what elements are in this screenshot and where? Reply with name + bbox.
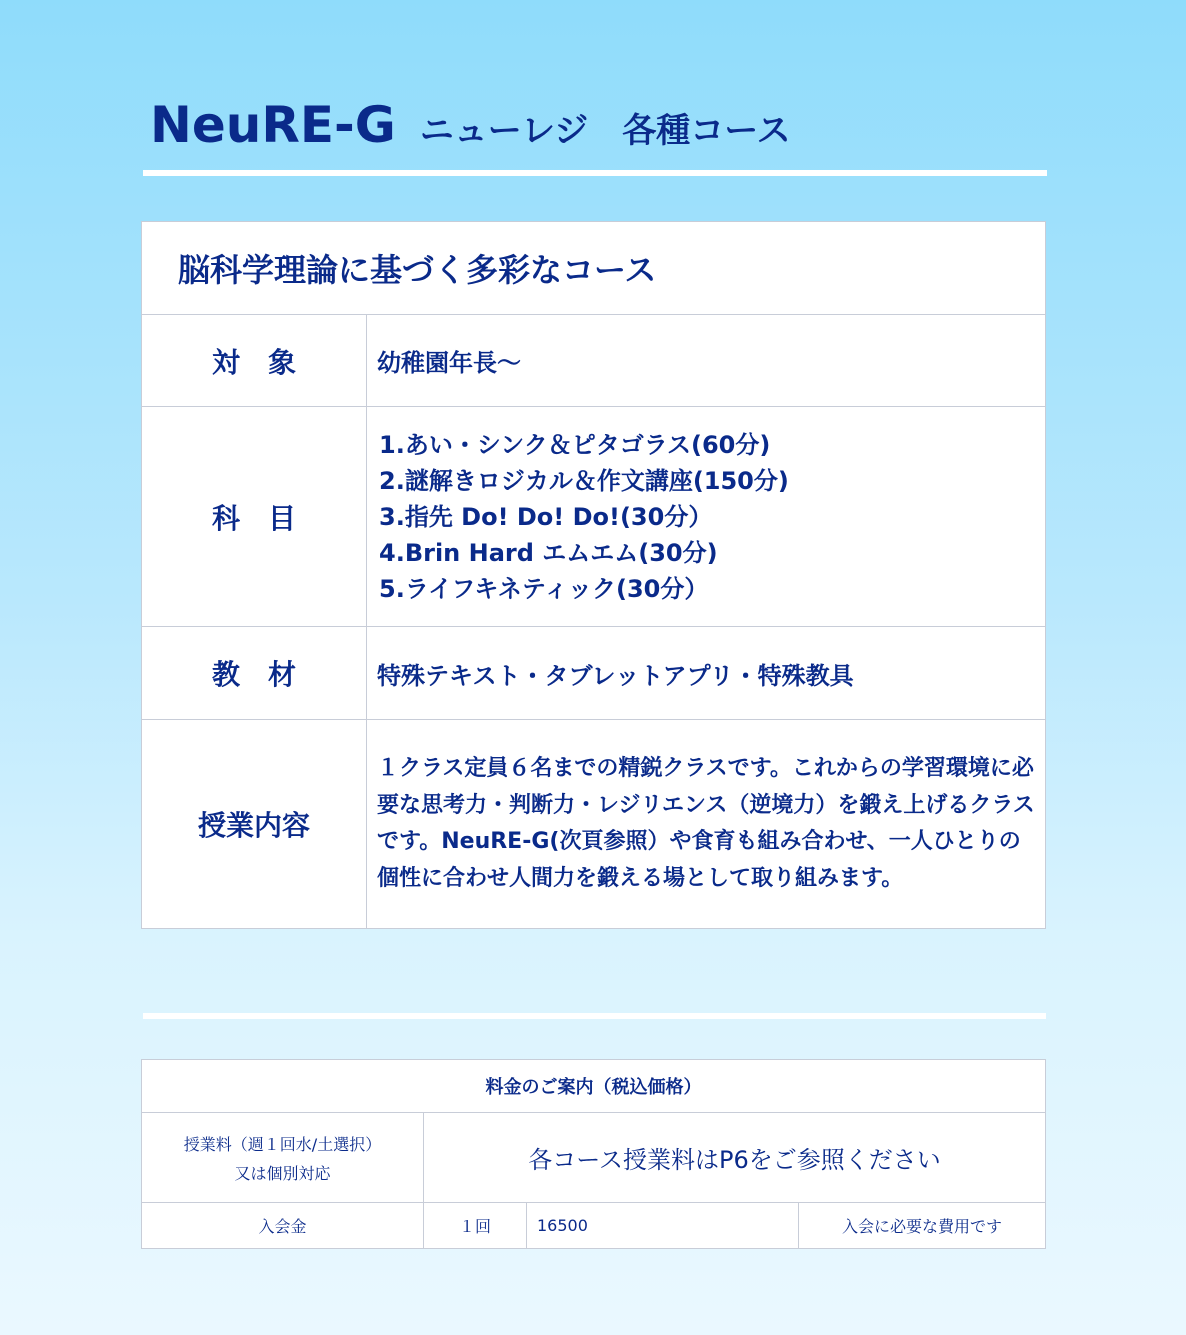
brand-name: NeuRE-G <box>150 96 396 154</box>
enrollment-count: １回 <box>424 1203 527 1249</box>
table-row <box>142 720 1046 929</box>
fees-title: 料金のご案内（税込価格） <box>142 1060 1046 1113</box>
page-subtitle: ニューレジ 各種コース <box>419 111 791 151</box>
title-divider <box>143 170 1047 176</box>
target-value: 幼稚園年長～ <box>367 315 1046 407</box>
list-item: 2.謎解きロジカル＆作文講座(150分) <box>379 466 789 495</box>
page-title <box>150 96 791 154</box>
tuition-value: 各コース授業料はP6をご参照ください <box>424 1113 1046 1203</box>
list-item: 3.指先 Do! Do! Do!(30分） <box>379 502 713 531</box>
table-row <box>142 315 1046 407</box>
course-table <box>141 221 1046 929</box>
section-divider <box>143 1013 1046 1019</box>
content-value <box>367 720 1046 929</box>
table-row <box>142 627 1046 720</box>
subjects-label: 科 目 <box>142 407 367 627</box>
fees-table <box>141 1059 1046 1249</box>
enrollment-label: 入会金 <box>142 1203 424 1249</box>
list-item: 4.Brin Hard エムエム(30分) <box>379 538 718 567</box>
content-label: 授業内容 <box>142 720 367 929</box>
table-row <box>142 1113 1046 1203</box>
target-label: 対 象 <box>142 315 367 407</box>
table-row <box>142 407 1046 627</box>
materials-label: 教 材 <box>142 627 367 720</box>
subjects-list <box>377 427 1045 607</box>
list-item: 5.ライフキネティック(30分） <box>379 574 709 603</box>
content-text: １クラス定員６名までの精鋭クラスです。これからの学習環境に必要な思考力・判断力・レジリエンス（逆境力）を鍛え上げるクラスです。NeuRE-G(次頁参照）や食育も組み合わせ、一人ひとりの個性に合わせ人間力を鍛える場として取り組みます。 <box>377 756 1035 891</box>
tuition-label <box>142 1113 424 1203</box>
tuition-label-line2: 又は個別対応 <box>234 1163 331 1183</box>
enrollment-amount: 16500 <box>527 1203 799 1249</box>
tuition-label-line1: 授業料（週１回水/土選択） <box>183 1134 382 1154</box>
table-row <box>142 1203 1046 1249</box>
materials-value: 特殊テキスト・タブレットアプリ・特殊教具 <box>367 627 1046 720</box>
course-heading: 脳科学理論に基づく多彩なコース <box>142 222 1046 315</box>
subjects-value <box>367 407 1046 627</box>
list-item: 1.あい・シンク＆ピタゴラス(60分) <box>379 430 771 459</box>
enrollment-note: 入会に必要な費用です <box>799 1203 1046 1249</box>
